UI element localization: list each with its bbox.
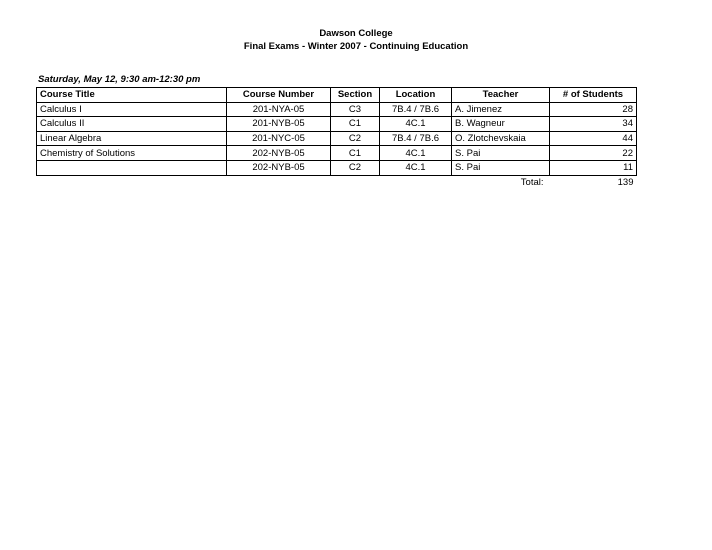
location-cell: 7B.4 / 7B.6 [380,131,452,146]
course-number-cell: 201-NYA-05 [227,102,331,117]
empty-cell [227,175,331,189]
table-row [37,131,637,146]
exam-schedule-table [36,87,637,189]
teacher-cell: B. Wagneur [452,117,550,132]
section-cell: C2 [331,160,380,175]
table-row [37,117,637,132]
teacher-cell: S. Pai [452,146,550,161]
section-cell: C1 [331,117,380,132]
course-title-cell: Calculus II [37,117,227,132]
students-cell: 11 [550,160,637,175]
teacher-cell: S. Pai [452,160,550,175]
course-title-cell: Linear Algebra [37,131,227,146]
students-cell: 44 [550,131,637,146]
column-header-section: Section [331,88,380,103]
location-cell: 4C.1 [380,117,452,132]
table-row [37,102,637,117]
location-cell: 7B.4 / 7B.6 [380,102,452,117]
column-header-course-number: Course Number [227,88,331,103]
institution-title: Dawson College [319,28,393,39]
course-number-cell: 202-NYB-05 [227,160,331,175]
section-cell: C3 [331,102,380,117]
exam-session-label: Saturday, May 12, 9:30 am-12:30 pm [38,74,201,85]
empty-cell [331,175,380,189]
total-value: 139 [617,176,634,188]
section-cell: C1 [331,146,380,161]
course-number-cell: 201-NYC-05 [227,131,331,146]
location-cell: 4C.1 [380,160,452,175]
column-header-location: Location [380,88,452,103]
exam-schedule-title: Final Exams - Winter 2007 - Continuing Education [243,41,469,52]
document-header [0,27,712,53]
table-row [37,146,637,161]
table-header-row [37,88,637,103]
section-cell: C2 [331,131,380,146]
course-title-cell: Chemistry of Solutions [37,146,227,161]
students-cell: 22 [550,146,637,161]
total-row [37,175,637,189]
empty-cell [37,175,227,189]
teacher-cell: A. Jimenez [452,102,550,117]
teacher-cell: O. Zlotchevskaia [452,131,550,146]
total-label: Total: [520,176,544,188]
location-cell: 4C.1 [380,146,452,161]
course-number-cell: 201-NYB-05 [227,117,331,132]
column-header-students: # of Students [550,88,637,103]
students-cell: 28 [550,102,637,117]
course-title-cell: Calculus I [37,102,227,117]
empty-cell [380,175,452,189]
table-row [37,160,637,175]
course-number-cell: 202-NYB-05 [227,146,331,161]
column-header-course-title: Course Title [37,88,227,103]
course-title-cell [37,160,227,175]
column-header-teacher: Teacher [452,88,550,103]
students-cell: 34 [550,117,637,132]
